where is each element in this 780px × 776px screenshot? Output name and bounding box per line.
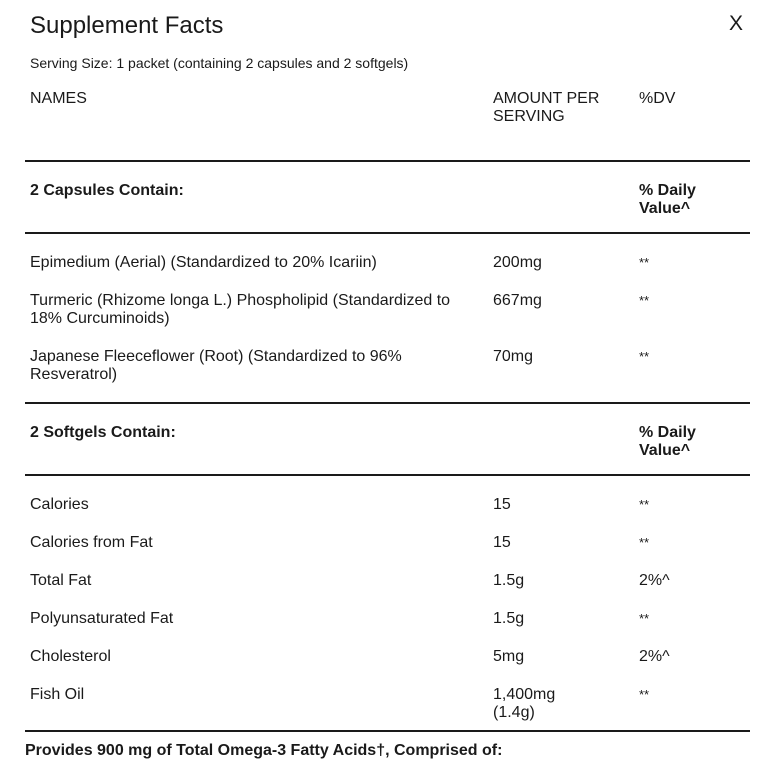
dv-heading: % Daily Value^ [639,182,696,217]
section-header-capsules [25,162,750,232]
table-row [25,534,750,572]
ingredient-name: Japanese Fleeceflower (Root) (Standardized to 96% Resveratrol) [30,348,402,383]
column-header-dv: %DV [639,90,676,107]
table-row [25,648,750,686]
table-row [25,292,750,348]
nutrient-amount: 15 [493,496,511,513]
nutrient-amount: 1.5g [493,610,525,627]
table-row [25,610,750,648]
nutrient-dv: ** [639,687,650,702]
serving-size: Serving Size: 1 packet (containing 2 capsules and 2 softgels) [30,55,409,71]
ingredient-dv: ** [639,293,650,308]
column-header-names: NAMES [30,90,87,107]
section-header-softgels [25,404,750,474]
ingredient-amount: 200mg [493,254,542,271]
page-title: Supplement Facts [30,12,224,39]
section-title: 2 Softgels Contain: [30,424,176,441]
ingredient-name: Epimedium (Aerial) (Standardized to 20% Icariin) [30,254,377,271]
omega-3-summary: Provides 900 mg of Total Omega-3 Fatty Acids†, Comprised of: [25,742,503,759]
close-button[interactable]: X [729,12,744,35]
nutrient-name: Calories [30,496,89,513]
nutrient-name: Cholesterol [30,648,111,665]
nutrient-amount: 15 [493,534,511,551]
table-row [25,348,750,402]
nutrient-name: Total Fat [30,572,92,589]
nutrient-amount: 1.5g [493,572,525,589]
ingredient-amount: 70mg [493,348,534,365]
ingredient-dv: ** [639,349,650,364]
nutrient-name: Calories from Fat [30,534,153,551]
column-header-amount: AMOUNT PER SERVING [493,90,600,125]
nutrient-amount: 5mg [493,648,525,665]
nutrient-dv: 2%^ [639,572,670,589]
nutrient-dv: ** [639,535,650,550]
nutrient-dv: ** [639,611,650,626]
column-headers [25,90,750,160]
section-title: 2 Capsules Contain: [30,182,184,199]
nutrient-name: Polyunsaturated Fat [30,610,174,627]
ingredient-amount: 667mg [493,292,542,309]
nutrient-name: Fish Oil [30,686,85,703]
table-row [25,686,750,730]
nutrient-dv: 2%^ [639,648,670,665]
dv-heading: % Daily Value^ [639,424,696,459]
nutrient-amount: 1,400mg (1.4g) [493,686,556,721]
table-row [25,496,750,534]
ingredient-dv: ** [639,255,650,270]
table-row [25,254,750,292]
facts-table [25,90,750,760]
nutrient-dv: ** [639,497,650,512]
table-row [25,572,750,610]
ingredient-name: Turmeric (Rhizome longa L.) Phospholipid (Standardized to 18% Curcuminoids) [30,292,451,327]
